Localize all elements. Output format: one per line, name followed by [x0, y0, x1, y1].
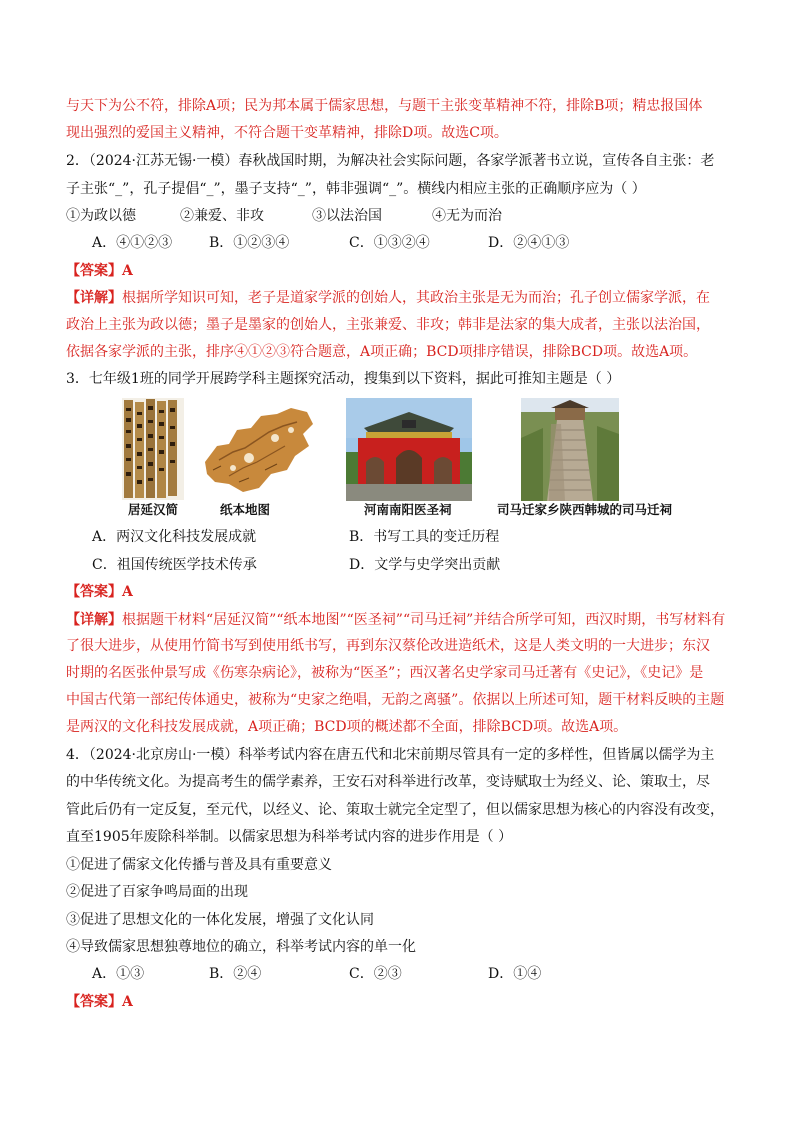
paper-map-image	[199, 400, 317, 500]
detail-text: 根据题干材料“居延汉简”“纸本地图”“医圣祠”“司马迁祠”并结合所学可知，西汉时期，书写材料有	[122, 612, 726, 628]
q2-answer	[66, 261, 133, 281]
q2-detail-line: 依据各家学派的主张，排序④①②③符合题意，A项正确；BCD项排序错误，排除BCD项。故选A项。	[66, 344, 698, 360]
q4-item: ④导致儒家思想独尊地位的确立，科举考试内容的单一化	[66, 939, 416, 955]
q2-option-c: C．①③②④	[349, 235, 430, 251]
answer-tag: 【答案】	[66, 994, 122, 1010]
q4-item: ①促进了儒家文化传播与普及具有重要意义	[66, 857, 332, 873]
q4-option-b: B．②④	[209, 966, 262, 982]
caption-medicine-sage-temple: 河南南阳医圣祠	[364, 502, 452, 517]
q2-item: ④无为而治	[432, 208, 502, 224]
q3-detail-line: 了很大进步，从使用竹简书写到使用纸书写，再到东汉蔡伦改进造纸术，这是人类文明的一大进步；东汉	[66, 638, 710, 654]
q2-stem: 2．（2024·江苏无锡·一模）春秋战国时期，为解决社会实际问题，各家学派著书立说，宣传各自主张：老	[66, 153, 715, 169]
q4-option-a: A．①③	[92, 966, 145, 982]
q4-answer	[66, 992, 133, 1012]
q4-stem: 管此后仍有一定反复，至元代，以经义、论、策取士就完全定型了，但以儒家思想为核心的内容没有改变，	[66, 802, 724, 818]
q3-option-d: D．文学与史学突出贡献	[349, 557, 501, 573]
q2-item: ②兼爱、非攻	[180, 208, 264, 224]
q1-explanation-line: 与天下为公不符，排除A项；民为邦本属于儒家思想，与题干主张变革精神不符，排除B项；精忠报国体	[66, 98, 703, 114]
q2-option-b: B．①②③④	[209, 235, 290, 251]
answer-tag: 【答案】	[66, 584, 122, 600]
medicine-sage-temple-image	[346, 398, 472, 501]
q4-item: ③促进了思想文化的一体化发展，增强了文化认同	[66, 912, 374, 928]
caption-sima-qian-temple: 司马迁家乡陕西韩城的司马迁祠	[497, 502, 673, 517]
q4-item: ②促进了百家争鸣局面的出现	[66, 884, 248, 900]
q3-detail-line: 是两汉的文化科技发展成就，A项正确；BCD项的概述都不全面，排除BCD项。故选A项。	[66, 719, 628, 735]
q4-option-c: C．②③	[349, 966, 402, 982]
q3-answer	[66, 582, 133, 602]
q3-option-c: C．祖国传统医学技术传承	[92, 557, 257, 573]
q4-stem: 的中华传统文化。为提高考生的儒学素养，王安石对科举进行改革，变诗赋取士为经义、论、策取士，尽	[66, 774, 710, 790]
q2-item: ③以法治国	[312, 208, 382, 224]
detail-text: 根据所学知识可知，老子是道家学派的创始人，其政治主张是无为而治；孔子创立儒家学派，在	[122, 290, 710, 306]
q3-stem: 3．七年级1班的同学开展跨学科主题探究活动，搜集到以下资料，据此可推知主题是（ ）	[66, 371, 621, 387]
q2-option-a: A．④①②③	[92, 235, 173, 251]
q2-stem: 子主张“_”，孔子提倡“_”，墨子支持“_”，韩非强调“_”。横线内相应主张的正确顺序应为（ ）	[66, 181, 646, 197]
q4-stem: 直至1905年废除科举制。以儒家思想为科举考试内容的进步作用是（ ）	[66, 829, 513, 845]
q1-explanation-line: 现出强烈的爱国主义精神，不符合题干变革精神，排除D项。故选C项。	[66, 125, 508, 141]
answer-value: A	[122, 263, 133, 279]
q2-detail	[66, 288, 710, 308]
caption-bamboo-slips: 居延汉简	[128, 502, 179, 517]
answer-value: A	[122, 994, 133, 1010]
answer-tag: 【答案】	[66, 263, 122, 279]
q3-option-b: B．书写工具的变迁历程	[349, 529, 500, 545]
q3-option-a: A．两汉文化科技发展成就	[92, 529, 257, 545]
sima-qian-temple-image	[521, 398, 619, 501]
caption-paper-map: 纸本地图	[220, 502, 271, 517]
q3-detail-line: 中国古代第一部纪传体通史，被称为“史家之绝唱，无韵之离骚”。依据以上所述可知，题干材料反映的主题	[66, 692, 725, 708]
detail-tag: 【详解】	[66, 612, 122, 628]
q3-detail	[66, 610, 725, 630]
answer-value: A	[122, 584, 133, 600]
q2-item: ①为政以德	[66, 208, 136, 224]
q4-stem: 4．（2024·北京房山·一模）科举考试内容在唐五代和北宋前期尽管具有一定的多样性，但皆属以儒学为主	[66, 747, 715, 763]
q2-option-d: D．②④①③	[488, 235, 570, 251]
detail-tag: 【详解】	[66, 290, 122, 306]
q3-detail-line: 时期的名医张仲景写成《伤寒杂病论》，被称为“医圣”；西汉著名史学家司马迁著有《史记》，《史记》是	[66, 665, 704, 681]
bamboo-slips-image	[122, 398, 184, 500]
q4-option-d: D．①④	[488, 966, 542, 982]
q2-detail-line: 政治上主张为政以德；墨子是墨家的创始人，主张兼爱、非攻；韩非是法家的集大成者，主张以法治国，	[66, 317, 710, 333]
